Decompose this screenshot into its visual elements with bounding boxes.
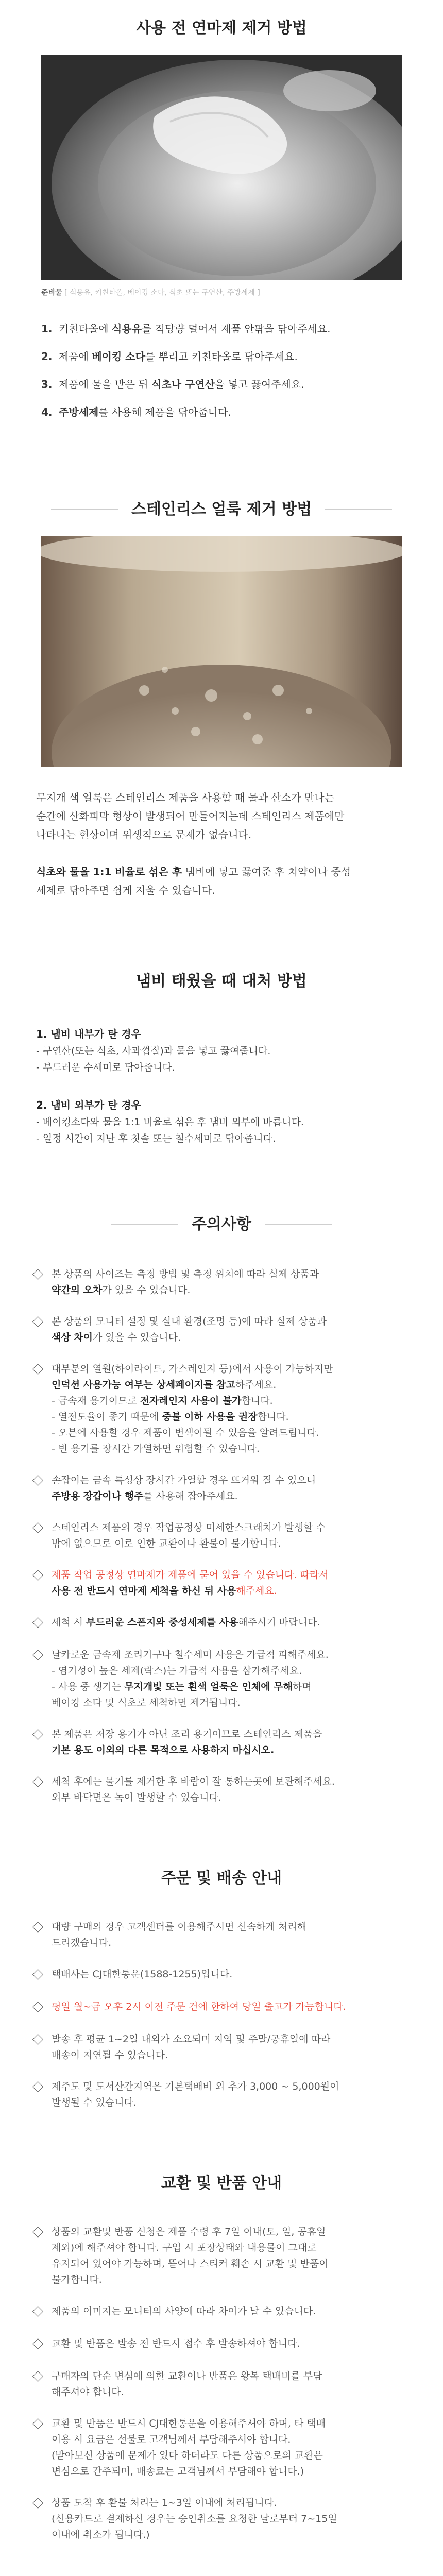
notice-text (52, 1567, 412, 1599)
stain-explanation (36, 788, 407, 844)
step-post: 를 사용해 제품을 닦아줍니다. (98, 406, 231, 418)
diamond-bullet-icon (31, 1520, 52, 1537)
caption-label: 준비물 (41, 289, 62, 297)
notice-line (52, 1361, 412, 1377)
step-bold: 식초나 구연산 (151, 378, 215, 391)
notice-line (52, 2511, 412, 2527)
notice-segment: 본 상품의 모니터 설정 및 실내 환경(조명 등)에 따라 실제 상품과 (52, 1316, 327, 1327)
notice-text (52, 2416, 412, 2480)
notice-item (31, 2416, 412, 2480)
notice-segment: 발생될 수 있습니다. (52, 2097, 137, 2108)
notice-text (52, 1919, 412, 1951)
notice-text (52, 2224, 412, 2288)
notice-line (52, 2336, 412, 2352)
notice-segment: 해주세요. (236, 1585, 277, 1597)
cautions-list (31, 1266, 412, 1806)
exchange-list (31, 2224, 412, 2543)
notice-line (52, 1441, 412, 1457)
notice-segment: 드리겠습니다. (52, 1937, 112, 1948)
notice-item (31, 1726, 412, 1758)
notice-segment: 본 상품의 사이즈는 측정 방법 및 측정 위치에 따라 실제 상품과 (52, 1268, 319, 1280)
title-rule-left (51, 509, 118, 510)
step-text (59, 319, 331, 338)
stain-explanation-line: 순간에 산화피막 형상이 발생되어 만들어지는데 스테인리스 제품에만 (36, 810, 345, 822)
notice-text (52, 1520, 412, 1552)
notice-segment: 대량 구매의 경우 고객센터를 이용해주시면 신속하게 처리해 (52, 1921, 307, 1933)
notice-item (31, 1361, 412, 1457)
step-pre: 제품에 (59, 350, 92, 363)
notice-segment: 제외)에 해주셔야 합니다. 구입 시 포장상태와 내용물이 그대로 (52, 2242, 317, 2253)
diamond-bullet-icon (31, 2303, 52, 2320)
stain-method-line: 세제로 닦아주면 쉽게 지울 수 있습니다. (36, 884, 215, 896)
diamond-bullet-icon (31, 1774, 52, 1791)
notice-line (52, 1266, 412, 1282)
notice-text (52, 2336, 412, 2352)
notice-line (52, 1935, 412, 1951)
notice-segment: 평일 월~금 오후 2시 이전 주문 건에 한하여 당일 출고가 가능합니다. (52, 2001, 346, 2012)
notice-segment: 베이킹 소다 및 식초로 세척하면 제거됩니다. (52, 1697, 241, 1708)
polishing-pan-photo (41, 55, 402, 280)
notice-line (52, 1742, 412, 1758)
notice-segment: 이내에 취소가 됩니다.) (52, 2529, 150, 2540)
burnt-outside-line: - 베이킹소다와 물을 1:1 비율로 섞은 후 냄비 외부에 바릅니다. (36, 1116, 304, 1128)
notice-line (52, 1425, 412, 1441)
section-title-text: 스테인리스 얼룩 제거 방법 (131, 500, 312, 518)
notice-item (31, 1266, 412, 1298)
notice-segment: 가 있을 수 있습니다. (102, 1284, 191, 1296)
notice-line (52, 1774, 412, 1790)
notice-line (52, 1393, 412, 1409)
section-title-polish-removal (0, 12, 443, 43)
notice-text (52, 1314, 412, 1346)
notice-segment: (신용카드로 결제하신 경우는 승인취소를 요청한 날로부터 7~15일 (52, 2513, 337, 2524)
notice-line (52, 1647, 412, 1663)
notice-segment: 불가합니다. (52, 2274, 102, 2285)
notice-segment: - 빈 용기를 장시간 가열하면 위험할 수 있습니다. (52, 1443, 260, 1454)
notice-line (52, 2047, 412, 2063)
step-post: 를 적당량 덜어서 제품 안팎을 닦아주세요. (141, 323, 331, 335)
notice-line (52, 1615, 412, 1631)
notice-segment: 밖에 없으므로 이로 인한 교환이나 환불이 불가합니다. (52, 1538, 282, 1549)
notice-line (52, 1330, 412, 1346)
notice-line (52, 1679, 412, 1695)
notice-segment: 약간의 오차 (52, 1284, 103, 1296)
notice-item (31, 1967, 412, 1984)
notice-segment: 교환 및 반품은 발송 전 반드시 접수 후 발송하셔야 합니다. (52, 2338, 300, 2349)
polish-step-1 (41, 319, 402, 338)
diamond-bullet-icon (31, 1726, 52, 1743)
diamond-bullet-icon (31, 1919, 52, 1936)
caption-items: [ 식용유, 키친타올, 베이킹 소다, 식초 또는 구연산, 주방세제 ] (64, 289, 260, 297)
notice-segment: 사용 전 반드시 연마제 세척을 하신 뒤 사용 (52, 1585, 236, 1597)
notice-segment: 해주셔야 합니다. (52, 2386, 124, 2398)
diamond-bullet-icon (31, 2495, 52, 2512)
notice-segment: 세척 후에는 물기를 제거한 후 바람이 잘 통하는곳에 보관해주세요. (52, 1776, 335, 1787)
notice-segment: 하며 (292, 1681, 312, 1692)
section-title-text: 교환 및 반품 안내 (161, 2174, 282, 2192)
notice-segment: 부드러운 스폰지와 중성세제를 사용 (86, 1617, 238, 1628)
notice-line (52, 2464, 412, 2480)
notice-segment: 이용 시 요금은 선불로 고객님께서 부담해주셔야 합니다. (52, 2434, 291, 2445)
notice-line (52, 1377, 412, 1393)
notice-line (52, 1536, 412, 1552)
polish-step-3 (41, 375, 402, 394)
notice-item (31, 1567, 412, 1599)
diamond-bullet-icon (31, 1999, 52, 2016)
notice-item (31, 2031, 412, 2063)
notice-segment: - 염기성이 높은 세제(락스)는 가급적 사용을 삼가해주세요. (52, 1665, 302, 1676)
section-title-exchange-return (0, 2167, 443, 2198)
burnt-inside-line: - 구연산(또는 식초, 사과껍질)과 물을 넣고 끓여줍니다. (36, 1045, 271, 1057)
notice-line (52, 1488, 412, 1504)
notice-line (52, 2448, 412, 2464)
title-rule-right (325, 509, 392, 510)
notice-line (52, 2384, 412, 2400)
notice-segment: 중불 이하 사용을 권장 (162, 1411, 258, 1422)
notice-line (52, 2256, 412, 2272)
diamond-bullet-icon (31, 2079, 52, 2096)
materials-caption (41, 286, 402, 299)
section-title-cautions (0, 1209, 443, 1240)
notice-line (52, 1663, 412, 1679)
stain-method-bold: 식초와 물을 1:1 비율로 섞은 후 (36, 866, 182, 878)
diamond-bullet-icon (31, 1314, 52, 1331)
section-title-text: 주문 및 배송 안내 (161, 1869, 282, 1887)
notice-item (31, 1615, 412, 1632)
notice-segment: (받아보신 상품에 문제가 있다 하더라도 다른 상품으로의 교환은 (52, 2450, 323, 2461)
notice-segment: 상품의 교환및 반품 신청은 제품 수령 후 7일 이내(토, 일, 공휴일 (52, 2226, 326, 2238)
step-number: 1. (41, 323, 53, 335)
notice-text (52, 2495, 412, 2543)
step-text (59, 347, 298, 366)
diamond-bullet-icon (31, 1615, 52, 1632)
notice-text (52, 1967, 412, 1982)
stain-method-rest: 냄비에 넣고 끓여준 후 치약이나 중성 (182, 866, 351, 878)
stained-pot-photo (41, 536, 402, 767)
notice-segment: 주방용 장갑이나 행주 (52, 1490, 144, 1502)
notice-line (52, 2272, 412, 2288)
notice-segment: 합니다. (241, 1395, 273, 1406)
notice-line (52, 1583, 412, 1599)
diamond-bullet-icon (31, 1266, 52, 1283)
notice-segment: 교환 및 반품은 반드시 CJ대한통운을 이용해주셔야 하며, 타 택배 (52, 2418, 326, 2429)
diamond-bullet-icon (31, 2368, 52, 2385)
notice-line (52, 1282, 412, 1298)
notice-line (52, 2432, 412, 2448)
notice-line (52, 2368, 412, 2384)
step-number: 3. (41, 378, 53, 391)
notice-text (52, 1615, 412, 1631)
step-bold: 식용유 (111, 323, 142, 335)
diamond-bullet-icon (31, 2416, 52, 2433)
stain-explanation-line: 무지개 색 얼룩은 스테인리스 제품을 사용할 때 물과 산소가 만나는 (36, 791, 334, 804)
burnt-outside-line: - 일정 시간이 지난 후 칫솔 또는 철수세미로 닦아줍니다. (36, 1133, 276, 1144)
section-title-stain-removal (0, 494, 443, 524)
notice-item (31, 2495, 412, 2543)
notice-item (31, 1999, 412, 2016)
notice-segment: 세척 시 (52, 1617, 87, 1628)
notice-text (52, 2079, 412, 2111)
notice-line (52, 2416, 412, 2432)
notice-text (52, 2031, 412, 2063)
stain-method-line (36, 862, 407, 881)
notice-segment: 배송이 지연될 수 있습니다. (52, 2049, 168, 2061)
notice-item (31, 1314, 412, 1346)
notice-line (52, 1919, 412, 1935)
notice-line (52, 1999, 412, 2015)
notice-segment: 본 제품은 저장 용기가 아닌 조리 용기이므로 스테인리스 제품을 (52, 1728, 322, 1740)
section-title-text: 주의사항 (192, 1215, 251, 1233)
polish-step-2 (41, 347, 402, 366)
notice-line (52, 1567, 412, 1583)
notice-line (52, 1695, 412, 1711)
notice-line (52, 2240, 412, 2256)
notice-segment: 변심으로 간주되며, 배송료는 고객님께서 부담해야 합니다.) (52, 2466, 304, 2477)
notice-item (31, 1472, 412, 1504)
notice-segment: 제품 작업 공정상 연마제가 제품에 묻어 있을 수 있습니다. 따라서 (52, 1569, 329, 1581)
notice-line (52, 1967, 412, 1982)
notice-line (52, 1314, 412, 1330)
step-text (59, 375, 304, 394)
notice-item (31, 2336, 412, 2353)
notice-segment: 기본 용도 이외의 다른 목적으로 사용하지 마십시오. (52, 1744, 275, 1756)
notice-item (31, 2224, 412, 2288)
step-number: 2. (41, 350, 53, 363)
notice-item (31, 2079, 412, 2111)
section-title-burnt-pot (0, 965, 443, 996)
notice-segment: - 열전도율이 좋기 때문에 (52, 1411, 162, 1422)
notice-line (52, 1520, 412, 1536)
notice-text (52, 2368, 412, 2400)
notice-segment: 제주도 및 도서산간지역은 기본택배비 외 추가 3,000 ~ 5,000원이 (52, 2081, 339, 2092)
notice-segment: 색상 차이 (52, 1332, 93, 1343)
notice-segment: 제품의 이미지는 모니터의 사양에 따라 차이가 날 수 있습니다. (52, 2306, 316, 2317)
step-pre: 제품에 물을 받은 뒤 (59, 378, 151, 391)
notice-text (52, 1647, 412, 1711)
notice-item (31, 1647, 412, 1711)
notice-line (52, 1790, 412, 1806)
notice-segment: - 오븐에 사용할 경우 제품이 변색이될 수 있음을 알려드립니다. (52, 1427, 320, 1438)
notice-segment: 해주시기 바랍니다. (238, 1617, 320, 1628)
diamond-bullet-icon (31, 1967, 52, 1984)
notice-segment: 택배사는 CJ대한통운(1588-1255)입니다. (52, 1969, 233, 1980)
section-title-text: 사용 전 연마제 제거 방법 (136, 19, 307, 37)
notice-segment: 인덕션 사용가능 여부는 상세페이지를 참고 (52, 1379, 235, 1391)
notice-line (52, 2527, 412, 2543)
notice-segment: 날카로운 금속제 조리기구나 철수세미 사용은 가급적 피해주세요. (52, 1649, 329, 1660)
notice-segment: 발송 후 평균 1~2일 내외가 소요되며 지역 및 주말/공휴일에 따라 (52, 2033, 331, 2045)
notice-segment: 를 사용해 잡아주세요. (143, 1490, 238, 1502)
notice-segment: 가 있을 수 있습니다. (93, 1332, 181, 1343)
title-rule-right (265, 1224, 332, 1225)
diamond-bullet-icon (31, 1361, 52, 1378)
burnt-inside-line: - 부드러운 수세미로 닦아줍니다. (36, 1062, 175, 1073)
notice-segment: 전자레인지 사용이 불가 (140, 1395, 242, 1406)
notice-segment: 하주세요. (235, 1379, 277, 1391)
notice-segment: 합니다. (257, 1411, 289, 1422)
burnt-inside-heading: 1. 냄비 내부가 탄 경우 (36, 1028, 141, 1040)
notice-line (52, 2495, 412, 2511)
diamond-bullet-icon (31, 1472, 52, 1489)
notice-segment: 대부분의 열원(하이라이트, 가스레인지 등)에서 사용이 가능하지만 (52, 1363, 333, 1375)
notice-line (52, 1472, 412, 1488)
step-pre: 키친타올에 (59, 323, 112, 335)
notice-line (52, 2095, 412, 2111)
stain-method (36, 862, 407, 900)
notice-line (52, 2224, 412, 2240)
notice-segment: - 사용 중 생기는 (52, 1681, 125, 1692)
diamond-bullet-icon (31, 2031, 52, 2048)
polish-step-4 (41, 403, 402, 421)
stain-explanation-line: 나타나는 현상이며 위생적으로 문제가 없습니다. (36, 828, 252, 841)
shipping-list (31, 1919, 412, 2111)
notice-segment: 스테인리스 제품의 경우 작업공정상 미세한스크래치가 발생할 수 (52, 1522, 326, 1533)
notice-text (52, 1774, 412, 1806)
notice-segment: 무지개빛 또는 흰색 얼룩은 인체에 무해 (124, 1681, 293, 1692)
diamond-bullet-icon (31, 1647, 52, 1664)
notice-text (52, 1361, 412, 1457)
notice-text (52, 1999, 412, 2015)
step-post: 을 넣고 끓여주세요. (214, 378, 304, 391)
notice-segment: 외부 바닥면은 녹이 발생할 수 있습니다. (52, 1792, 222, 1803)
notice-text (52, 1472, 412, 1504)
notice-segment: 구매자의 단순 변심에 의한 교환이나 반품은 왕복 택배비를 부담 (52, 2370, 322, 2382)
polish-steps (41, 319, 402, 421)
notice-item (31, 1919, 412, 1951)
step-post: 를 뿌리고 키친타올로 닦아주세요. (145, 350, 298, 363)
diamond-bullet-icon (31, 2224, 52, 2241)
notice-segment: 상품 도착 후 환불 처리는 1~3일 이내에 처리됩니다. (52, 2497, 277, 2509)
title-rule-left (111, 1224, 178, 1225)
diamond-bullet-icon (31, 2336, 52, 2353)
notice-segment: - 금속재 용기이므로 (52, 1395, 140, 1406)
diamond-bullet-icon (31, 1567, 52, 1584)
notice-line (52, 2031, 412, 2047)
step-bold: 주방세제 (59, 406, 99, 418)
notice-segment: 유지되어 있어야 가능하며, 뜯어나 스티커 훼손 시 교환 및 반품이 (52, 2258, 329, 2269)
notice-line (52, 2079, 412, 2095)
notice-line (52, 1726, 412, 1742)
notice-text (52, 2303, 412, 2319)
notice-line (52, 2303, 412, 2319)
burnt-outside-heading: 2. 냄비 외부가 탄 경우 (36, 1099, 141, 1111)
notice-item (31, 1774, 412, 1806)
section-title-text: 냄비 태웠을 때 대처 방법 (136, 972, 307, 990)
notice-text (52, 1266, 412, 1298)
notice-item (31, 1520, 412, 1552)
notice-text (52, 1726, 412, 1758)
step-number: 4. (41, 406, 53, 418)
notice-segment: 손잡이는 금속 특성상 장시간 가열할 경우 뜨거워 질 수 있으니 (52, 1475, 316, 1486)
step-text (59, 403, 231, 421)
notice-item (31, 2303, 412, 2320)
notice-item (31, 2368, 412, 2400)
step-bold: 베이킹 소다 (92, 350, 145, 363)
section-title-order-shipping (0, 1862, 443, 1893)
notice-line (52, 1409, 412, 1425)
